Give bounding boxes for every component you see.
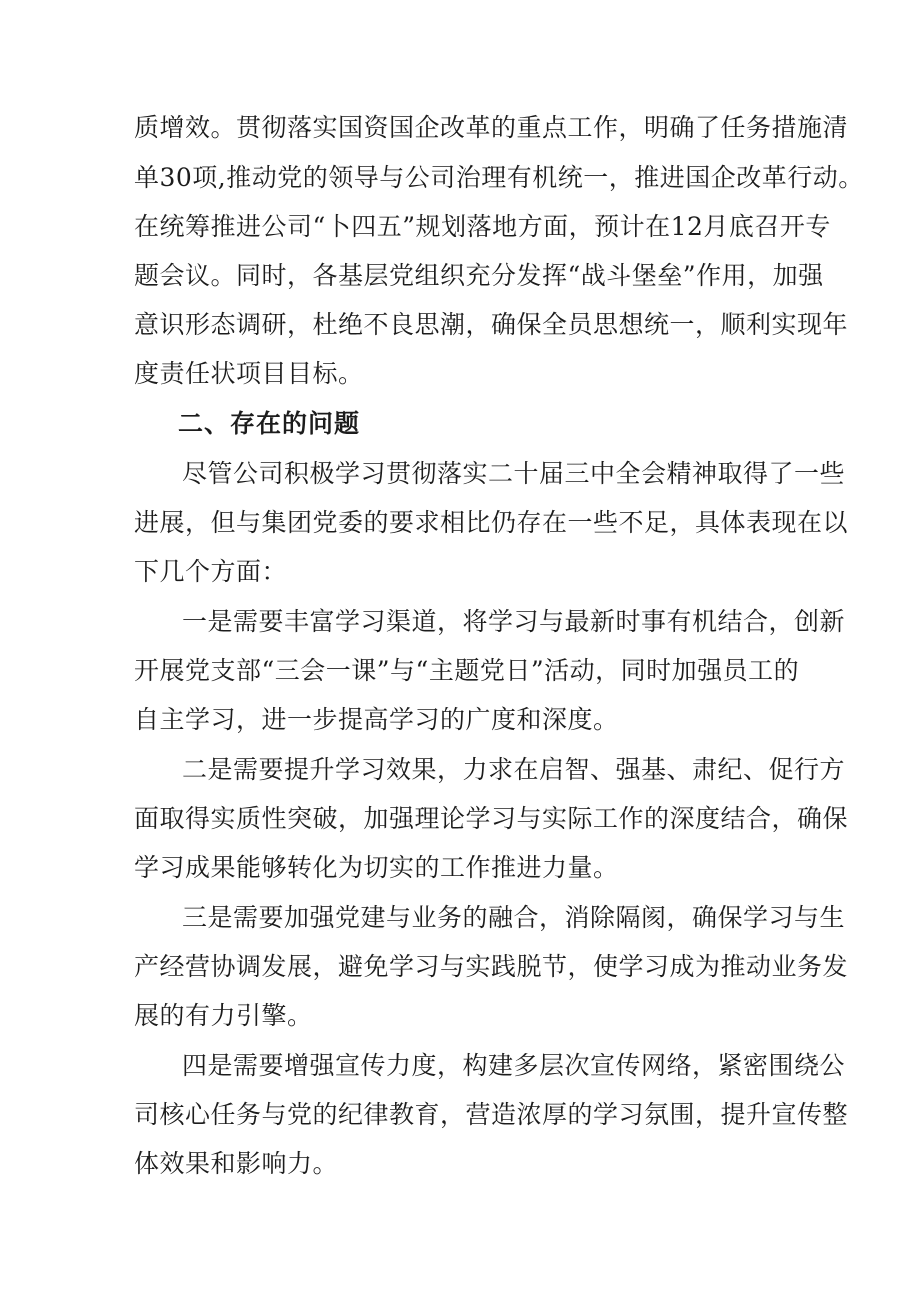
paragraph-line: 单30项,推动党的领导与公司治理有机统一，推进国企改革行动。 <box>134 163 864 192</box>
section-heading: 二、存在的问题 <box>178 409 361 438</box>
paragraph-line: 一是需要丰富学习渠道，将学习与最新时事有机结合，创新 <box>182 607 846 636</box>
paragraph-line: 题会议。同时，各基层党组织充分发挥“战斗堡垒”作用，加强 <box>134 261 824 290</box>
paragraph-line: 三是需要加强党建与业务的融合，消除隔阂，确保学习与生 <box>182 903 846 932</box>
paragraph-line: 展的有力引擎。 <box>134 1001 313 1030</box>
paragraph-line: 开展党支部“三会一课”与“主题党日”活动，同时加强员工的 <box>134 656 800 685</box>
paragraph-line: 自主学习，进一步提高学习的广度和深度。 <box>134 705 619 734</box>
paragraph-line: 意识形态调研，杜绝不良思潮，确保全员思想统一，顺利实现年 <box>134 310 849 339</box>
paragraph-line: 产经营协调发展，避免学习与实践脱节，使学习成为推动业务发 <box>134 952 849 981</box>
paragraph-line: 在统筹推进公司“卜四五”规划落地方面，预计在12月底召开专 <box>134 212 831 241</box>
paragraph-line: 面取得实质性突破，加强理论学习与实际工作的深度结合，确保 <box>134 804 849 833</box>
paragraph-line: 度责任状项目目标。 <box>134 359 364 388</box>
paragraph-line: 质增效。贯彻落实国资国企改革的重点工作，明确了任务措施清 <box>134 113 849 142</box>
paragraph-line: 四是需要增强宣传力度，构建多层次宣传网络，紧密围绕公 <box>182 1051 846 1080</box>
paragraph-line: 二是需要提升学习效果，力求在启智、强基、肃纪、促行方 <box>182 755 846 784</box>
paragraph-line: 尽管公司积极学习贯彻落实二十届三中全会精神取得了一些 <box>182 459 846 488</box>
paragraph-line: 司核心任务与党的纪律教育，营造浓厚的学习氛围，提升宣传整 <box>134 1100 849 1129</box>
paragraph-line: 学习成果能够转化为切实的工作推进力量。 <box>134 853 619 882</box>
paragraph-line: 下几个方面： <box>134 557 288 586</box>
paragraph-line: 进展，但与集团党委的要求相比仍存在一些不足，具体表现在以 <box>134 508 849 537</box>
paragraph-line: 体效果和影响力。 <box>134 1149 339 1178</box>
